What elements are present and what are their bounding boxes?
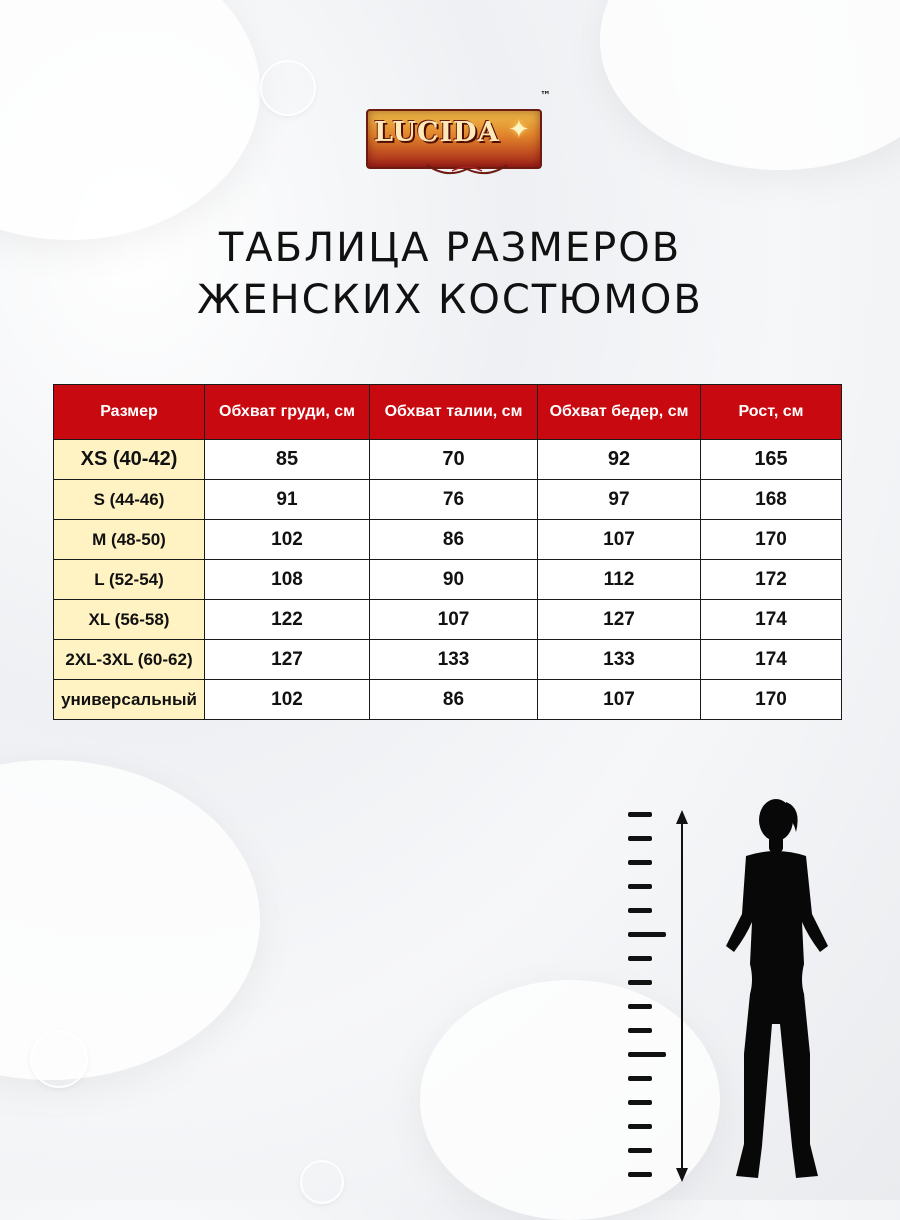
header-hips: Обхват бедер, см — [538, 385, 701, 440]
background-blob — [0, 760, 260, 1080]
header-size: Размер — [54, 385, 205, 440]
height-cell: 168 — [701, 480, 842, 520]
logo-swirl-icon — [422, 161, 512, 181]
table-row — [54, 680, 842, 720]
size-cell: S (44-46) — [54, 480, 205, 520]
size-table — [53, 384, 842, 720]
background-ring — [300, 1160, 344, 1204]
background-ring — [260, 60, 316, 116]
hips-cell: 107 — [538, 520, 701, 560]
height-cell: 170 — [701, 680, 842, 720]
hips-cell: 133 — [538, 640, 701, 680]
header-waist: Обхват талии, см — [370, 385, 538, 440]
logo-star-icon: ✦ — [508, 115, 530, 145]
table-row — [54, 480, 842, 520]
hips-cell: 92 — [538, 440, 701, 480]
height-cell: 170 — [701, 520, 842, 560]
hips-cell: 107 — [538, 680, 701, 720]
page-title — [0, 222, 900, 326]
background-ring — [30, 1030, 88, 1088]
header-chest: Обхват груди, см — [205, 385, 370, 440]
waist-cell: 70 — [370, 440, 538, 480]
chest-cell: 102 — [205, 520, 370, 560]
height-cell: 172 — [701, 560, 842, 600]
logo-trademark: ™ — [540, 89, 551, 102]
chest-cell: 108 — [205, 560, 370, 600]
size-cell: L (52-54) — [54, 560, 205, 600]
size-cell: XS (40-42) — [54, 440, 205, 480]
title-line-2: ЖЕНСКИХ КОСТЮМОВ — [197, 277, 703, 323]
table-row — [54, 440, 842, 480]
waist-cell: 86 — [370, 520, 538, 560]
hips-cell: 97 — [538, 480, 701, 520]
logo-text: LUCIDA — [374, 117, 500, 148]
table-row — [54, 640, 842, 680]
brand-logo — [362, 89, 562, 185]
waist-cell: 86 — [370, 680, 538, 720]
hips-cell: 112 — [538, 560, 701, 600]
size-cell: универсальный — [54, 680, 205, 720]
size-cell: 2XL-3XL (60-62) — [54, 640, 205, 680]
chest-cell: 85 — [205, 440, 370, 480]
size-cell: M (48-50) — [54, 520, 205, 560]
chest-cell: 122 — [205, 600, 370, 640]
waist-cell: 133 — [370, 640, 538, 680]
chest-cell: 91 — [205, 480, 370, 520]
waist-cell: 90 — [370, 560, 538, 600]
header-height: Рост, см — [701, 385, 842, 440]
chest-cell: 102 — [205, 680, 370, 720]
chest-cell: 127 — [205, 640, 370, 680]
height-illustration — [620, 790, 880, 1190]
background-blob — [600, 0, 900, 170]
waist-cell: 76 — [370, 480, 538, 520]
height-cell: 174 — [701, 640, 842, 680]
table-row — [54, 520, 842, 560]
height-cell: 174 — [701, 600, 842, 640]
size-cell: XL (56-58) — [54, 600, 205, 640]
title-line-1: ТАБЛИЦА РАЗМЕРОВ — [218, 225, 682, 271]
woman-silhouette-icon — [710, 794, 840, 1186]
waist-cell: 107 — [370, 600, 538, 640]
background-blob — [0, 0, 260, 240]
hips-cell: 127 — [538, 600, 701, 640]
table-row — [54, 560, 842, 600]
table-row — [54, 600, 842, 640]
table-header-row — [54, 385, 842, 440]
height-cell: 165 — [701, 440, 842, 480]
